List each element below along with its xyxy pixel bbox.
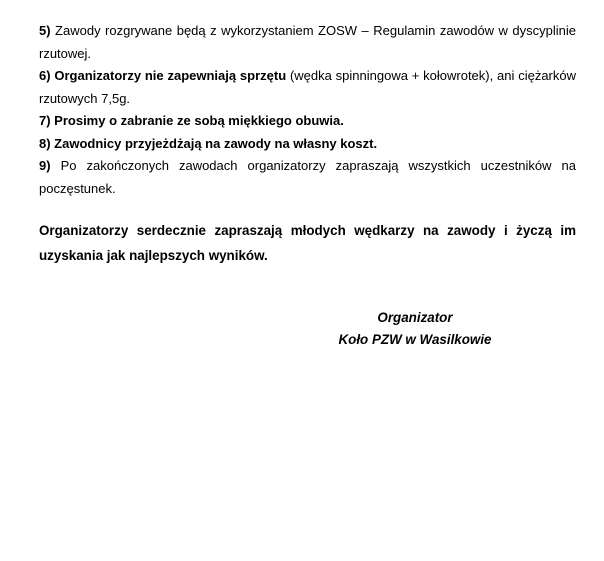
rule-number: 5) [39, 23, 51, 38]
rule-bold-text: Organizatorzy nie zapewniają sprzętu [50, 68, 287, 83]
rule-item-6 [39, 65, 576, 110]
signature-name: Koło PZW w Wasilkowie [338, 332, 492, 347]
rules-list [39, 20, 576, 200]
signature-block [300, 307, 530, 351]
rule-item-8 [39, 133, 576, 156]
rule-bold-text: Zawodnicy przyjeżdżają na zawody na własny koszt. [50, 135, 378, 151]
rule-item-9 [39, 155, 576, 200]
rule-number: 8) [39, 135, 51, 151]
rule-item-7 [39, 110, 576, 133]
rule-item-5 [39, 20, 576, 65]
rule-text: Po zakończonych zawodach organizatorzy zapraszają wszystkich uczestników na poczęstunek. [39, 158, 576, 196]
rule-bold-text: Prosimy o zabranie ze sobą miękkiego obuwia. [50, 113, 344, 128]
rule-text: Zawody rozgrywane będą z wykorzystaniem ZOSW – Regulamin zawodów w dyscyplinie rzutowej. [39, 23, 576, 61]
rule-text: (wędka spinningowa + kołowrotek), ani ciężarków rzutowych 7,5g. [39, 68, 576, 106]
rule-number: 9) [39, 158, 51, 173]
closing-invitation: Organizatorzy serdecznie zapraszają młodych wędkarzy na zawody i życzą im uzyskania jak najlepszych wyników. [39, 223, 576, 263]
signature-title: Organizator [377, 310, 453, 325]
rule-number: 6) [39, 68, 51, 83]
rule-number: 7) [39, 113, 51, 128]
